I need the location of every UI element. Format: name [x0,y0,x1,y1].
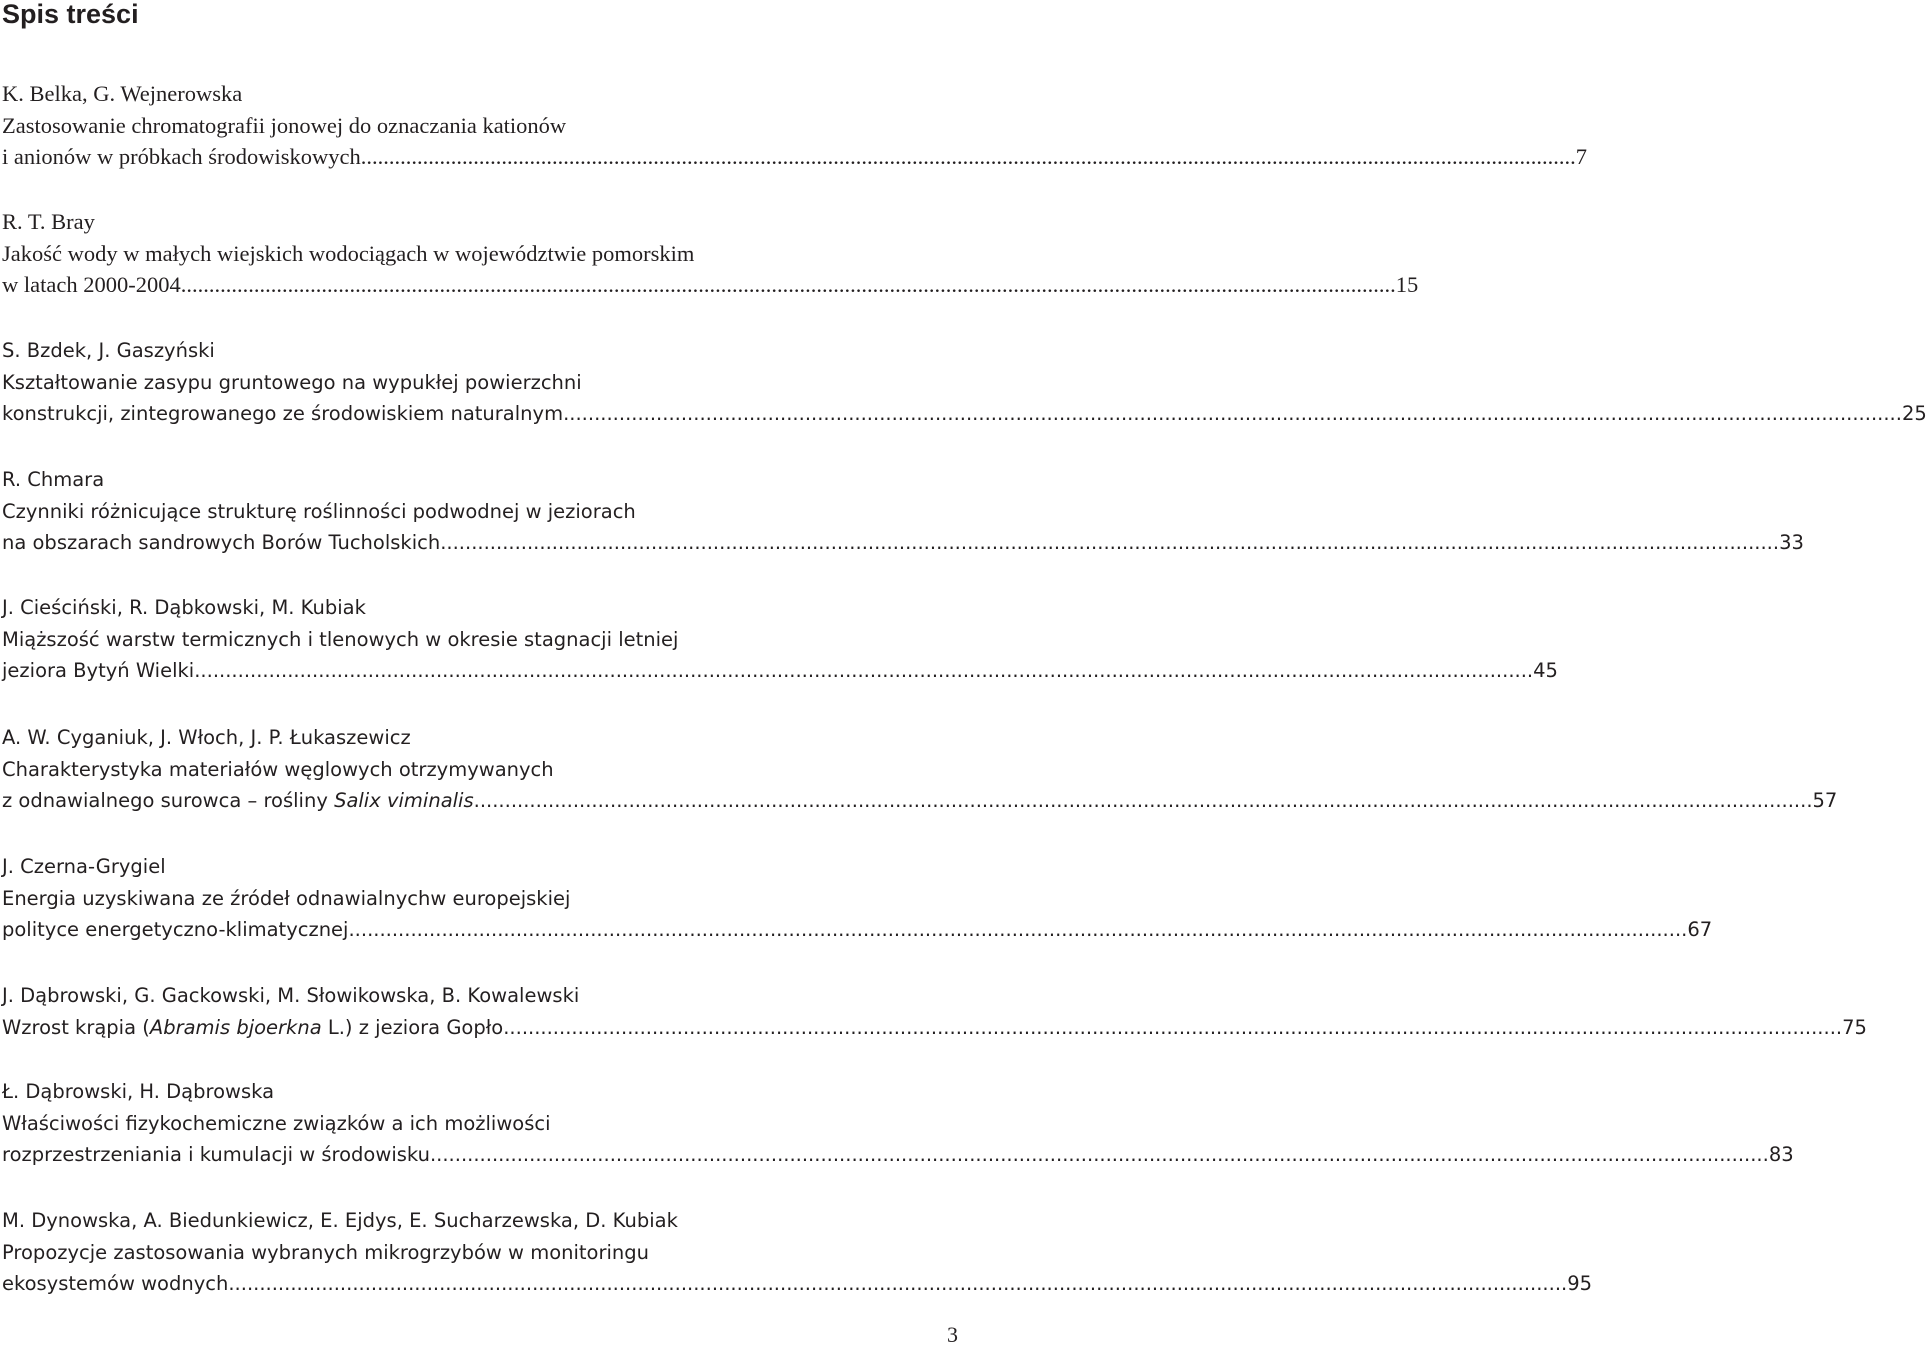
entry-authors: R. T. Bray [2,209,95,234]
dot-leader: ........................................................................................................................................................................................................................ [194,659,1534,682]
entry-title-last-line [2,1012,1867,1044]
dot-leader: ........................................................................................................................................................................................................................ [473,789,1813,812]
page-title: Spis treści [2,0,139,29]
entry-page-number: 67 [1687,918,1713,941]
entry-page-number: 15 [1395,272,1419,297]
entry-authors: S. Bzdek, J. Gaszyński [2,339,215,362]
entry-page-number: 7 [1575,144,1587,169]
entry-title-end: rozprzestrzeniania i kumulacji w środowisku [2,1143,430,1166]
entry-title-line: Energia uzyskiwana ze źródeł odnawialnychw europejskiej [2,886,571,910]
entry-title-end: i anionów w próbkach środowiskowych [2,144,361,169]
entry-title-line: Czynniki różnicujące strukturę roślinności podwodnej w jeziorach [2,499,636,523]
entry-title-last-line [2,655,1558,687]
entry-authors: A. W. Cyganiuk, J. Włoch, J. P. Łukaszewicz [2,726,411,749]
toc-entry [2,206,1419,301]
toc-entry [2,592,1558,687]
entry-title-line: Charakterystyka materiałów węglowych otrzymywanych [2,757,554,781]
entry-title-end: ekosystemów wodnych [2,1272,229,1295]
toc-entry [2,980,1867,1043]
dot-leader: ........................................................................................................................................................................................................................ [360,144,1576,169]
entry-page-number: 33 [1779,531,1804,554]
entry-title-end: na obszarach sandrowych Borów Tucholskich [2,531,441,554]
entry-title-text: L.) z jeziora Gopło [321,1015,504,1039]
entry-title-last-line [2,1268,1593,1300]
entry-title-last-line [2,785,1838,817]
entry-title-line: Właściwości fizykochemiczne związków a ich możliwości [2,1111,551,1135]
entry-title-end [2,785,474,817]
dot-leader: ........................................................................................................................................................................................................................ [503,1015,1843,1039]
entry-title-last-line [2,1139,1794,1171]
entry-authors: J. Czerna-Grygiel [2,855,166,878]
toc-entry [2,464,1804,559]
entry-title-last-line [2,527,1804,559]
entry-page-number: 25 [1901,402,1927,425]
entry-page-number: 57 [1812,789,1838,812]
entry-authors: Ł. Dąbrowski, H. Dąbrowska [2,1080,275,1103]
entry-authors: J. Cieściński, R. Dąbkowski, M. Kubiak [2,596,366,619]
entry-title-end: w latach 2000-2004 [2,272,181,297]
entry-title-last-line [2,398,1927,430]
entry-title-end: konstrukcji, zintegrowanego ze środowiskiem naturalnym [2,402,564,425]
entry-title-text: Wzrost krąpia ( [2,1015,150,1039]
entry-title-end: jeziora Bytyń Wielki [2,659,195,682]
toc-entry [2,1076,1794,1171]
entry-title-text: z odnawialnego surowca – rośliny [2,789,335,812]
entry-page-number: 83 [1768,1143,1794,1166]
entry-authors: K. Belka, G. Wejnerowska [2,81,243,106]
entry-title-line: Propozycje zastosowania wybranych mikrogrzybów w monitoringu [2,1240,650,1264]
entry-title-line: Miąższość warstw termicznych i tlenowych w okresie stagnacji letniej [2,627,679,651]
dot-leader: ........................................................................................................................................................................................................................ [563,402,1902,425]
page-number: 3 [947,1322,958,1347]
entry-authors: M. Dynowska, A. Biedunkiewicz, E. Ejdys, E. Sucharzewska, D. Kubiak [2,1209,678,1232]
entry-authors: J. Dąbrowski, G. Gackowski, M. Słowikowska, B. Kowalewski [2,984,580,1007]
dot-leader: ........................................................................................................................................................................................................................ [180,272,1396,297]
entry-title-line: Jakość wody w małych wiejskich wodociągach w województwie pomorskim [2,240,695,266]
entry-title-species: Abramis bjoerkna [149,1015,322,1039]
entry-title-line: Kształtowanie zasypu gruntowego na wypukłej powierzchni [2,370,582,394]
entry-authors: R. Chmara [2,468,105,491]
toc-entry [2,1205,1593,1300]
entry-title-species: Salix viminalis [334,789,474,812]
toc-entry [2,335,1927,430]
entry-title-line: Zastosowanie chromatografii jonowej do oznaczania kationów [2,112,567,138]
dot-leader: ........................................................................................................................................................................................................................ [228,1272,1568,1295]
dot-leader: ........................................................................................................................................................................................................................ [440,531,1780,554]
toc-entry [2,722,1838,817]
entry-title-last-line [2,914,1713,946]
entry-title-end [2,1012,503,1044]
entry-page-number: 75 [1842,1015,1867,1039]
entry-title-last-line [2,269,1419,301]
dot-leader: ........................................................................................................................................................................................................................ [348,918,1688,941]
entry-page-number: 95 [1567,1272,1593,1295]
dot-leader: ........................................................................................................................................................................................................................ [429,1143,1769,1166]
entry-title-last-line [2,141,1587,173]
toc-entry [2,78,1587,173]
toc-entry [2,851,1713,946]
entry-title-end: polityce energetyczno-klimatycznej [2,918,349,941]
entry-page-number: 45 [1533,659,1558,682]
